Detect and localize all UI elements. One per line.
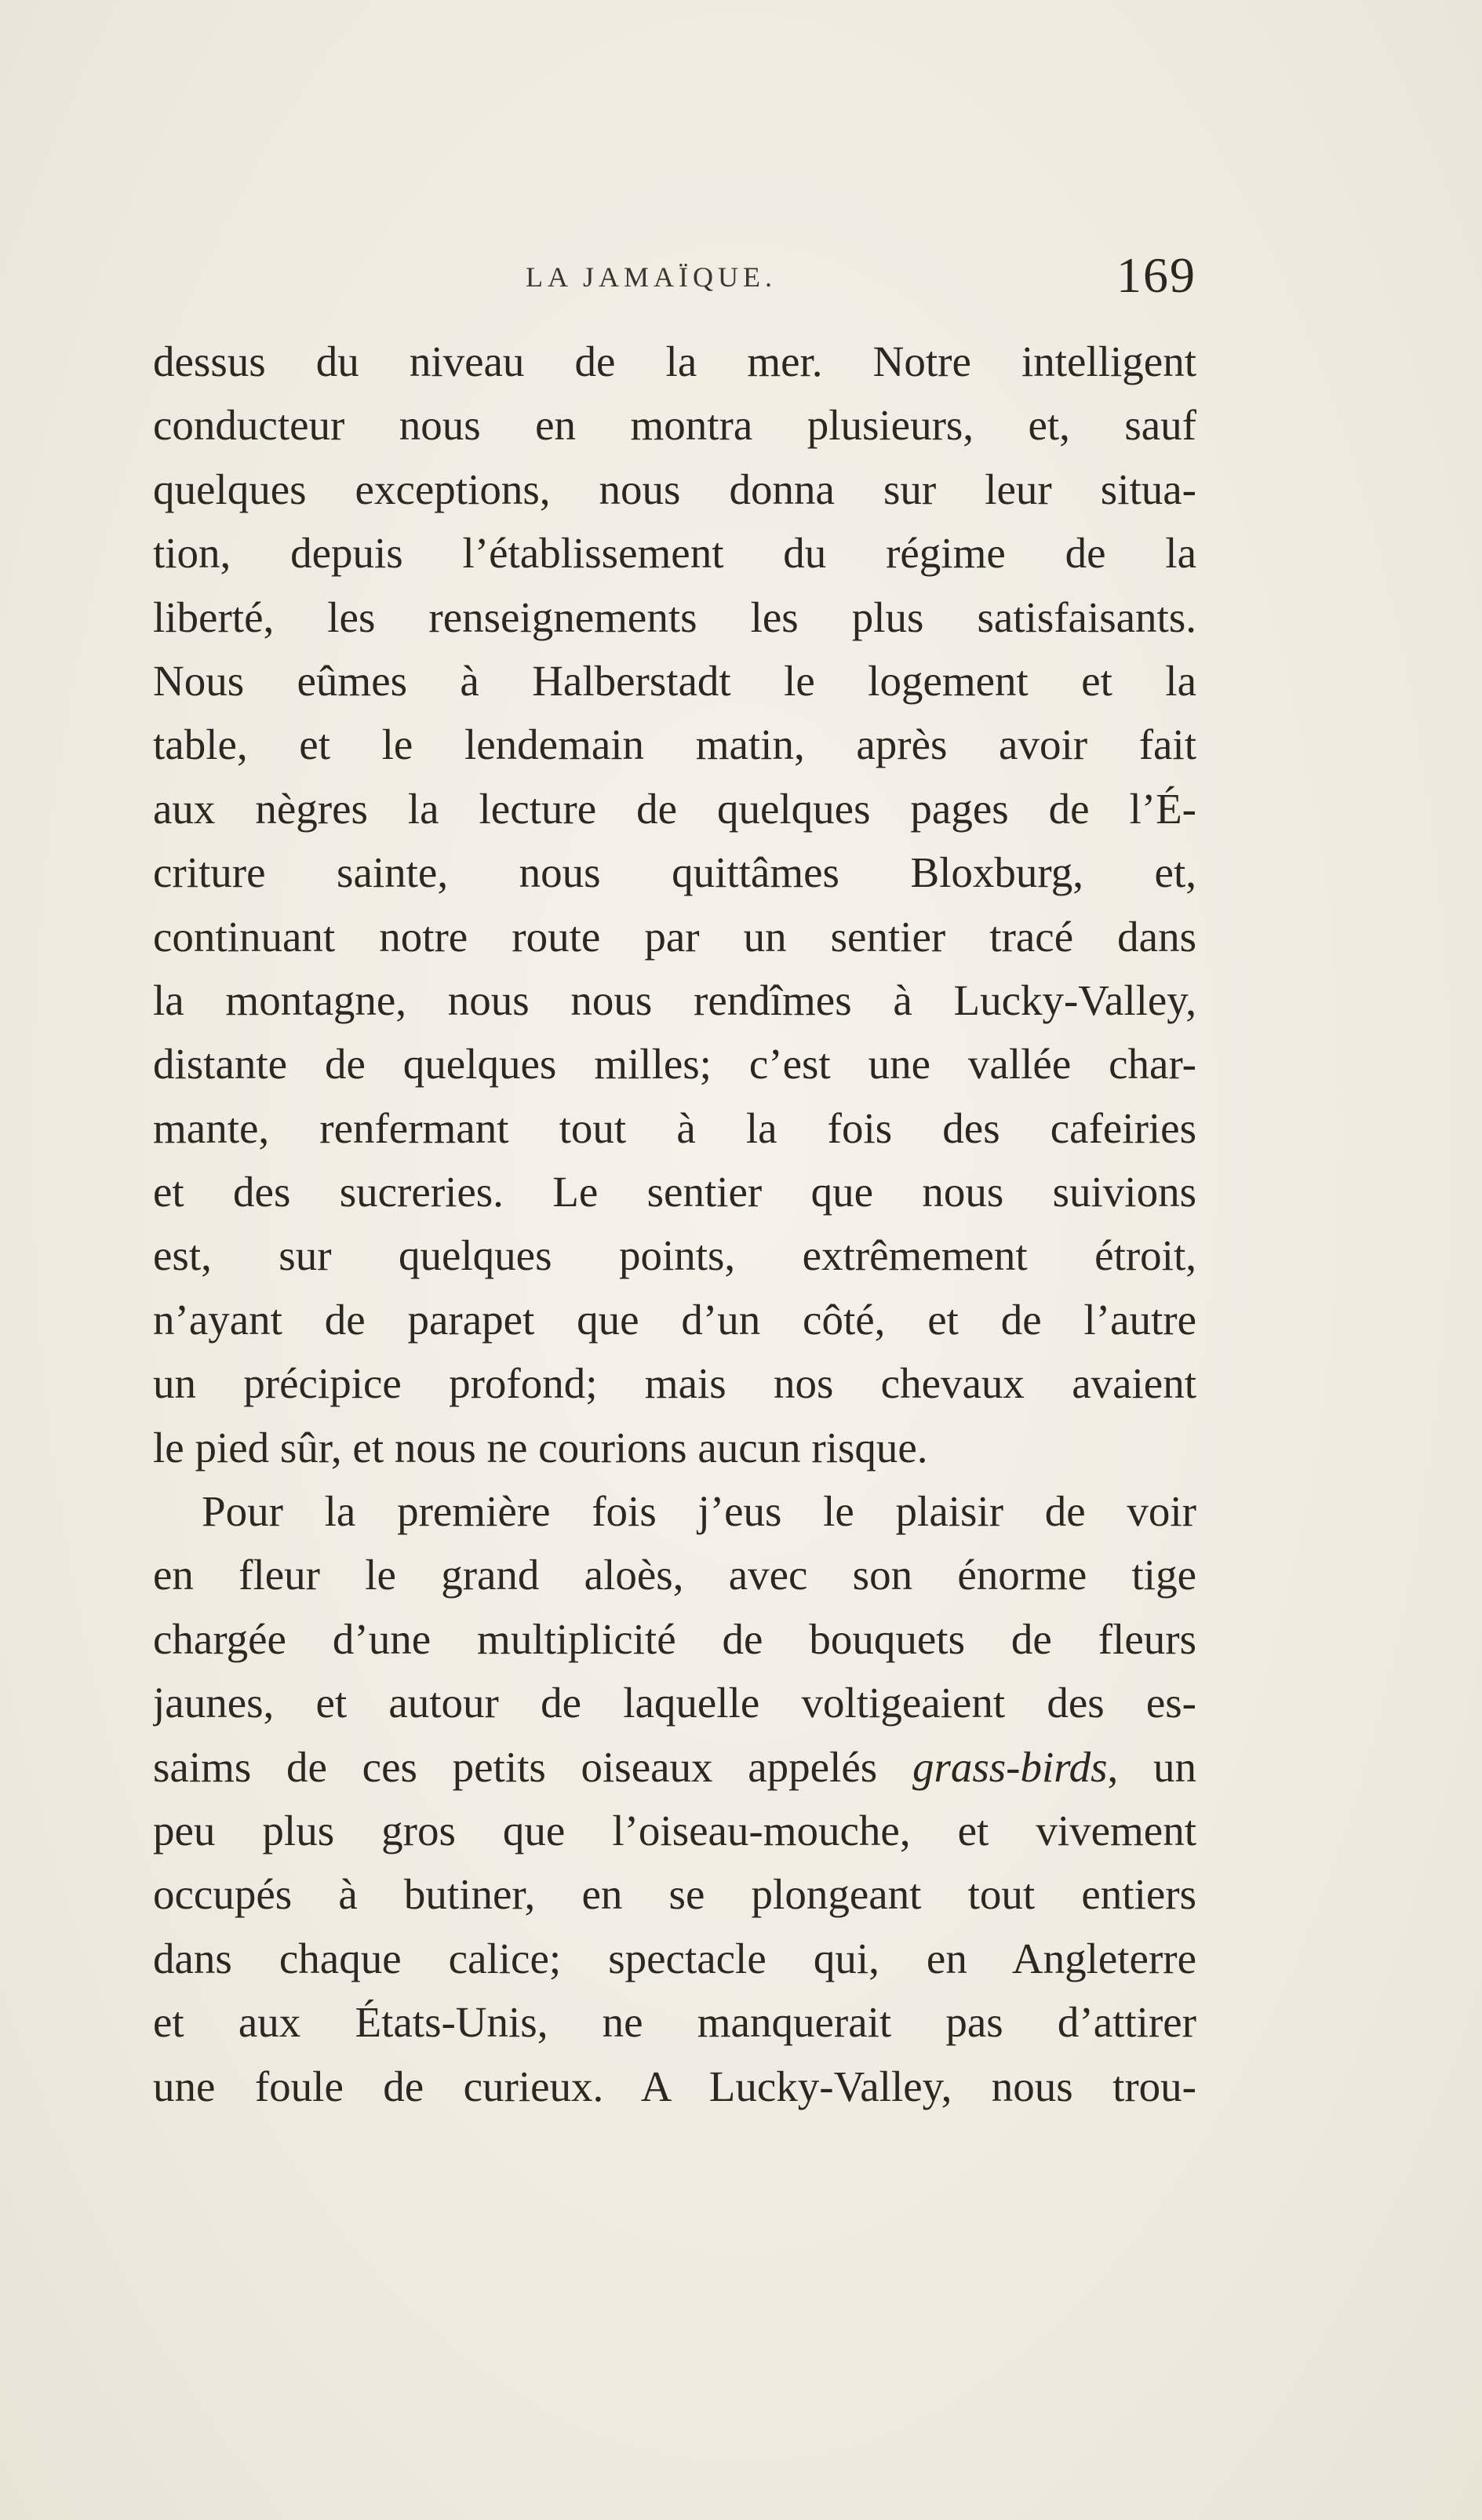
text-line: continuant notre route par un sentier tracé dans [153,912,1196,961]
text-line: table, et le lendemain matin, après avoir fait [153,720,1196,769]
text-line: distante de quelques milles; c’est une vallée char- [153,1040,1196,1089]
text-line: dans chaque calice; spectacle qui, en Angleterre [153,1934,1196,1982]
text-line: est, sur quelques points, extrêmement étroit, [153,1231,1196,1280]
text-line: et des sucreries. Le sentier que nous suivions [153,1168,1196,1216]
paragraph-2 [153,1479,1196,2118]
text-line: un précipice profond; mais nos chevaux avaient [153,1359,1196,1408]
text-line: jaunes, et autour de laquelle voltigeaient des es- [153,1679,1196,1727]
text-line: tion, depuis l’établissement du régime de la [153,529,1196,578]
text-line: mante, renfermant tout à la fois des cafeiries [153,1103,1196,1152]
text-fragment: , un [1107,1742,1196,1791]
running-title: LA JAMAÏQUE. [526,261,777,293]
text-line: une foule de curieux. A Lucky-Valley, nous trou- [153,2062,1196,2110]
text-line: la montagne, nous nous rendîmes à Lucky-Valley, [153,976,1196,1024]
page-number: 169 [1116,247,1196,303]
text-line: en fleur le grand aloès, avec son énorme tige [153,1551,1196,1599]
paragraph-1 [153,330,1196,1479]
text-line: conducteur nous en montra plusieurs, et, sauf [153,401,1196,450]
text-line-with-italic [153,1735,1196,1799]
text-line: Nous eûmes à Halberstadt le logement et la [153,656,1196,705]
page-header [153,247,1196,323]
text-line: quelques exceptions, nous donna sur leur situa- [153,465,1196,513]
text-line: aux nègres la lecture de quelques pages de l’É- [153,784,1196,833]
text-line: chargée d’une multiplicité de bouquets de fleurs [153,1614,1196,1663]
text-line: n’ayant de parapet que d’un côté, et de l’autre [153,1295,1196,1344]
text-line: le pied sûr, et nous ne courions aucun risque. [153,1423,928,1472]
text-line: Pour la première fois j’eus le plaisir de voir [202,1487,1196,1536]
italic-term: grass-birds [912,1742,1108,1791]
text-line: criture sainte, nous quittâmes Bloxburg, et, [153,848,1196,897]
text-line: occupés à butiner, en se plongeant tout entiers [153,1870,1196,1919]
text-line: et aux États-Unis, ne manquerait pas d’attirer [153,1998,1196,2047]
body-text [153,330,1196,2118]
text-line: peu plus gros que l’oiseau-mouche, et vivement [153,1806,1196,1854]
text-line: liberté, les renseignements les plus satisfaisants. [153,593,1196,641]
text-fragment: saims de ces petits oiseaux appelés [153,1742,912,1791]
text-line: dessus du niveau de la mer. Notre intelligent [153,337,1196,385]
